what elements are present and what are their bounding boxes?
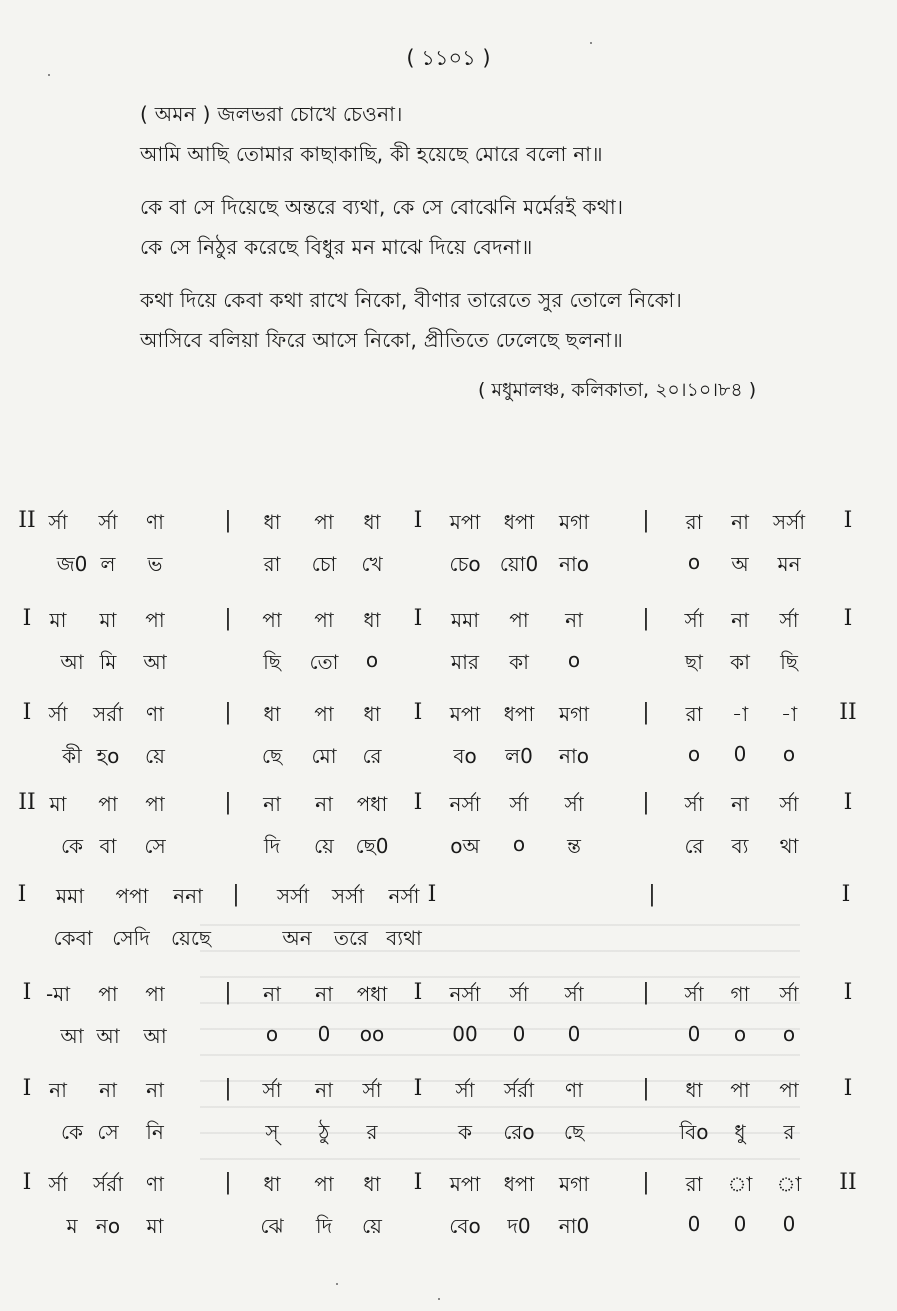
note: ধা — [363, 510, 381, 534]
note: মা — [49, 792, 67, 816]
lyric-syllable: আ — [143, 650, 167, 674]
bar-line: I — [843, 606, 853, 631]
bar-line: I — [22, 606, 32, 631]
note: পা — [730, 1078, 750, 1102]
lyric-syllable: o — [733, 1022, 747, 1046]
lyric-syllable: স্ — [265, 1120, 279, 1144]
lyric-syllable: ছা — [685, 650, 703, 674]
bar-line: II — [839, 700, 857, 725]
bar-line: | — [224, 508, 232, 533]
note: ণা — [146, 1172, 164, 1196]
note: পা — [779, 1078, 799, 1102]
bar-line: | — [224, 1170, 232, 1195]
note: মগা — [558, 702, 590, 726]
lyric-syllable: রেo — [503, 1120, 535, 1144]
note: পা — [145, 982, 165, 1006]
lyric-syllable: কা — [509, 650, 529, 674]
note: র্সা — [564, 982, 584, 1006]
speck — [336, 1283, 338, 1285]
lyric-syllable: অন — [282, 926, 312, 950]
notation-row — [0, 790, 897, 870]
lyric-syllable: রে — [362, 744, 382, 768]
note: র্সা — [684, 792, 704, 816]
lyric-syllable: য়ে — [145, 744, 165, 768]
lyric-syllable: চো — [311, 552, 337, 576]
note: ধা — [363, 1172, 381, 1196]
lyric-syllable: র — [366, 1120, 378, 1144]
lyric-syllable: না0 — [558, 1214, 590, 1238]
note: র্সা — [684, 982, 704, 1006]
note: পা — [145, 792, 165, 816]
note: র্সা — [564, 792, 584, 816]
note: র্সর্রা — [92, 1172, 124, 1196]
note: র্সা — [779, 792, 799, 816]
note: মা — [99, 608, 117, 632]
lyric-syllable: রে — [684, 834, 704, 858]
note: ননা — [173, 884, 203, 908]
notation-row — [0, 700, 897, 780]
page-number: ( ১১০১ ) — [406, 46, 491, 70]
verse-line: ( অমন ) জলভরা চোখে চেওনা। — [140, 102, 403, 126]
lyric-syllable: ঝে — [260, 1214, 284, 1238]
note: ধপা — [503, 1172, 535, 1196]
lyric-syllable: 0 — [567, 1022, 581, 1046]
lyric-syllable: ছে — [563, 1120, 585, 1144]
lyric-syllable: সে — [144, 834, 166, 858]
bar-line: | — [642, 1076, 650, 1101]
lyric-syllable: ধু — [734, 1120, 746, 1144]
lyric-syllable: য়ে — [362, 1214, 382, 1238]
note: র্সর্রা — [503, 1078, 535, 1102]
lyric-syllable: 0 — [512, 1022, 526, 1046]
lyric-syllable: আ — [60, 650, 84, 674]
note: পপা — [115, 884, 149, 908]
note: নর্সা — [388, 884, 420, 908]
note: ধা — [263, 1172, 281, 1196]
bar-line: I — [413, 1076, 423, 1101]
lyric-syllable: 0 — [733, 1212, 747, 1236]
lyric-syllable: য়েছে — [170, 926, 212, 950]
note: া — [776, 1172, 802, 1196]
note: সর্সা — [331, 884, 365, 908]
bar-line: I — [413, 980, 423, 1005]
lyric-syllable: কেবা — [53, 926, 93, 950]
lyric-syllable: 0 — [782, 1212, 796, 1236]
bar-line: | — [232, 882, 240, 907]
verse-line: কে বা সে দিয়েছে অন্তরে ব্যথা, কে সে বোঝেনি মর্মেরই কথা। — [140, 195, 624, 219]
lyric-syllable: বা — [99, 834, 117, 858]
bar-line: I — [17, 882, 27, 907]
note: ধা — [263, 510, 281, 534]
note: না — [146, 1078, 164, 1102]
lyric-syllable: 0 — [733, 742, 747, 766]
lyric-syllable: ভ — [147, 552, 163, 576]
bar-line: | — [224, 790, 232, 815]
bar-line: I — [413, 508, 423, 533]
lyric-syllable: ছি — [780, 650, 798, 674]
verse-line: কে সে নিঠুর করেছে বিধুর মন মাঝে দিয়ে বেদনা॥ — [140, 235, 533, 259]
lyric-syllable: দি — [315, 1214, 333, 1238]
lyric-syllable: বেo — [449, 1214, 481, 1238]
note: র্সা — [779, 608, 799, 632]
lyric-syllable: সেদি — [112, 926, 150, 950]
lyric-syllable: o — [365, 648, 379, 672]
note: সর্রা — [92, 702, 124, 726]
note: র্সা — [48, 510, 68, 534]
note: র্সা — [509, 792, 529, 816]
note: পা — [314, 1172, 334, 1196]
lyric-syllable: ল0 — [505, 744, 533, 768]
note: ধা — [263, 702, 281, 726]
lyric-syllable: ল — [100, 552, 116, 576]
lyric-syllable: নাo — [559, 744, 589, 768]
speck — [590, 42, 592, 44]
note: ণা — [146, 510, 164, 534]
note: না — [731, 510, 749, 534]
bar-line: I — [413, 700, 423, 725]
bar-line: I — [413, 1170, 423, 1195]
bar-line: I — [22, 1170, 32, 1195]
note: রা — [685, 1172, 703, 1196]
notation-row — [0, 606, 897, 686]
lyric-syllable: o — [567, 648, 581, 672]
note: র্সা — [509, 982, 529, 1006]
lyric-syllable: ছি — [263, 650, 281, 674]
lyric-syllable: o — [512, 832, 526, 856]
note: র্সা — [684, 608, 704, 632]
bar-line: | — [642, 606, 650, 631]
note: মপা — [449, 702, 481, 726]
note: র্সা — [455, 1078, 475, 1102]
note: না — [99, 1078, 117, 1102]
bar-line: I — [841, 882, 851, 907]
note: র্সা — [48, 702, 68, 726]
lyric-syllable: o — [782, 742, 796, 766]
note: পা — [314, 510, 334, 534]
verse-line: আসিবে বলিয়া ফিরে আসে নিকো, প্রীতিতে ঢেলেছে ছলনা॥ — [140, 328, 624, 352]
note: পা — [509, 608, 529, 632]
bar-line: II — [18, 790, 36, 815]
bar-line: I — [427, 882, 437, 907]
note: পা — [98, 792, 118, 816]
lyric-syllable: আ — [96, 1024, 120, 1048]
note: পা — [262, 608, 282, 632]
lyric-syllable: বo — [453, 744, 477, 768]
lyric-syllable: থা — [779, 834, 799, 858]
lyric-syllable: হo — [96, 744, 120, 768]
verse-line: আমি আছি তোমার কাছাকাছি, কী হয়েছে মোরে বলো না॥ — [140, 142, 603, 166]
note: র্সা — [98, 510, 118, 534]
note: ধা — [685, 1078, 703, 1102]
lyric-syllable: খে — [361, 552, 383, 576]
bar-line: I — [22, 700, 32, 725]
poem-lyrics — [0, 0, 897, 440]
notation-row — [0, 508, 897, 588]
note: মগা — [558, 1172, 590, 1196]
bar-line: | — [224, 980, 232, 1005]
lyric-syllable: 0 — [687, 1022, 701, 1046]
note: র্সা — [779, 982, 799, 1006]
lyric-syllable: য়ো0 — [499, 552, 539, 576]
lyric-syllable: ব্য — [731, 834, 749, 858]
lyric-syllable: ন্ত — [567, 834, 581, 858]
lyric-syllable: 00 — [452, 1022, 478, 1046]
lyric-syllable: য়ে — [314, 834, 334, 858]
bar-line: I — [413, 606, 423, 631]
lyric-syllable: দি — [263, 834, 281, 858]
bar-line: | — [224, 700, 232, 725]
lyric-syllable: আ — [60, 1024, 84, 1048]
lyric-syllable: আ — [143, 1024, 167, 1048]
note: মপা — [449, 510, 481, 534]
note: রা — [685, 510, 703, 534]
note: া — [727, 1172, 753, 1196]
bar-line: | — [224, 606, 232, 631]
speck — [438, 1298, 440, 1300]
source-citation: ( মধুমালঞ্চ, কলিকাতা, ২০।১০।৮৪ ) — [478, 379, 757, 401]
lyric-syllable: সে — [97, 1120, 119, 1144]
lyric-syllable: জ0 — [56, 552, 88, 576]
lyric-syllable: মন — [777, 552, 801, 576]
lyric-syllable: oঅ — [450, 834, 480, 858]
note: পধা — [356, 792, 388, 816]
note: না — [315, 982, 333, 1006]
note: মমা — [450, 608, 480, 632]
note: সর্সা — [772, 510, 806, 534]
notation-row — [0, 980, 897, 1060]
note: -মা — [45, 982, 71, 1006]
note: ধপা — [503, 510, 535, 534]
lyric-syllable: র — [783, 1120, 795, 1144]
bar-line: II — [18, 508, 36, 533]
note: না — [263, 982, 281, 1006]
lyric-syllable: ক — [458, 1120, 472, 1144]
note: না — [315, 792, 333, 816]
note: ধপা — [503, 702, 535, 726]
bar-line: I — [413, 790, 423, 815]
lyric-syllable: মা — [146, 1214, 164, 1238]
lyric-syllable: ম — [66, 1214, 78, 1238]
bar-line: | — [642, 980, 650, 1005]
lyric-syllable: নি — [146, 1120, 164, 1144]
note: -া — [780, 702, 798, 726]
bar-line: I — [843, 980, 853, 1005]
note: না — [315, 1078, 333, 1102]
lyric-syllable: নাo — [559, 552, 589, 576]
note: পা — [314, 608, 334, 632]
lyric-syllable: মো — [311, 744, 337, 768]
lyric-syllable: কা — [730, 650, 750, 674]
bar-line: | — [642, 790, 650, 815]
lyric-syllable: মি — [99, 650, 117, 674]
verse-line: কথা দিয়ে কেবা কথা রাখে নিকো, বীণার তারেতে সুর তোলে নিকো। — [140, 288, 683, 312]
lyric-syllable: নo — [95, 1214, 121, 1238]
speck — [48, 74, 50, 76]
note: মগা — [558, 510, 590, 534]
note: ণা — [565, 1078, 583, 1102]
bar-line: | — [224, 1076, 232, 1101]
bar-line: | — [642, 1170, 650, 1195]
note: মপা — [449, 1172, 481, 1196]
note: পা — [145, 608, 165, 632]
note: রা — [685, 702, 703, 726]
note: না — [263, 792, 281, 816]
lyric-syllable: অ — [731, 552, 749, 576]
note: পা — [98, 982, 118, 1006]
note: র্সা — [262, 1078, 282, 1102]
note: ধা — [363, 702, 381, 726]
bar-line: | — [648, 882, 656, 907]
lyric-syllable: বিo — [679, 1120, 709, 1144]
note: না — [731, 608, 749, 632]
bar-line: | — [642, 508, 650, 533]
lyric-syllable: কে — [60, 834, 84, 858]
bar-line: I — [843, 1076, 853, 1101]
note: মমা — [55, 884, 85, 908]
note: না — [49, 1078, 67, 1102]
lyric-syllable: ছে0 — [355, 834, 389, 858]
lyric-syllable: তো — [309, 650, 339, 674]
lyric-syllable: কী — [62, 744, 82, 768]
lyric-syllable: ছে — [261, 744, 283, 768]
lyric-syllable: চেo — [449, 552, 481, 576]
note: পধা — [356, 982, 388, 1006]
note: র্সা — [362, 1078, 382, 1102]
lyric-syllable: তরে — [333, 926, 369, 950]
bar-line: I — [22, 1076, 32, 1101]
note: নর্সা — [449, 982, 481, 1006]
note: না — [565, 608, 583, 632]
lyric-syllable: oo — [359, 1022, 385, 1046]
note: মা — [49, 608, 67, 632]
note: সর্সা — [276, 884, 310, 908]
note: ধা — [363, 608, 381, 632]
lyric-syllable: 0 — [687, 1212, 701, 1236]
lyric-syllable: দ0 — [507, 1214, 531, 1238]
lyric-syllable: o — [265, 1022, 279, 1046]
bar-line: I — [843, 790, 853, 815]
lyric-syllable: o — [687, 742, 701, 766]
notation-row — [0, 1076, 897, 1156]
bar-line: | — [642, 700, 650, 725]
lyric-syllable: রা — [263, 552, 281, 576]
lyric-syllable: 0 — [317, 1022, 331, 1046]
note: নর্সা — [449, 792, 481, 816]
note: র্সা — [48, 1172, 68, 1196]
lyric-syllable: ঠু — [318, 1120, 330, 1144]
note: ণা — [146, 702, 164, 726]
bar-line: II — [839, 1170, 857, 1195]
lyric-syllable: কে — [60, 1120, 84, 1144]
bar-line: I — [22, 980, 32, 1005]
bar-line: I — [843, 508, 853, 533]
notation-row — [0, 1170, 897, 1250]
lyric-syllable: o — [687, 550, 701, 574]
lyric-syllable: ব্যথা — [386, 926, 422, 950]
notation-row — [0, 882, 897, 962]
lyric-syllable: o — [782, 1022, 796, 1046]
note: গা — [730, 982, 750, 1006]
lyric-syllable: মার — [451, 650, 479, 674]
note: -া — [731, 702, 749, 726]
note: পা — [314, 702, 334, 726]
note: না — [731, 792, 749, 816]
